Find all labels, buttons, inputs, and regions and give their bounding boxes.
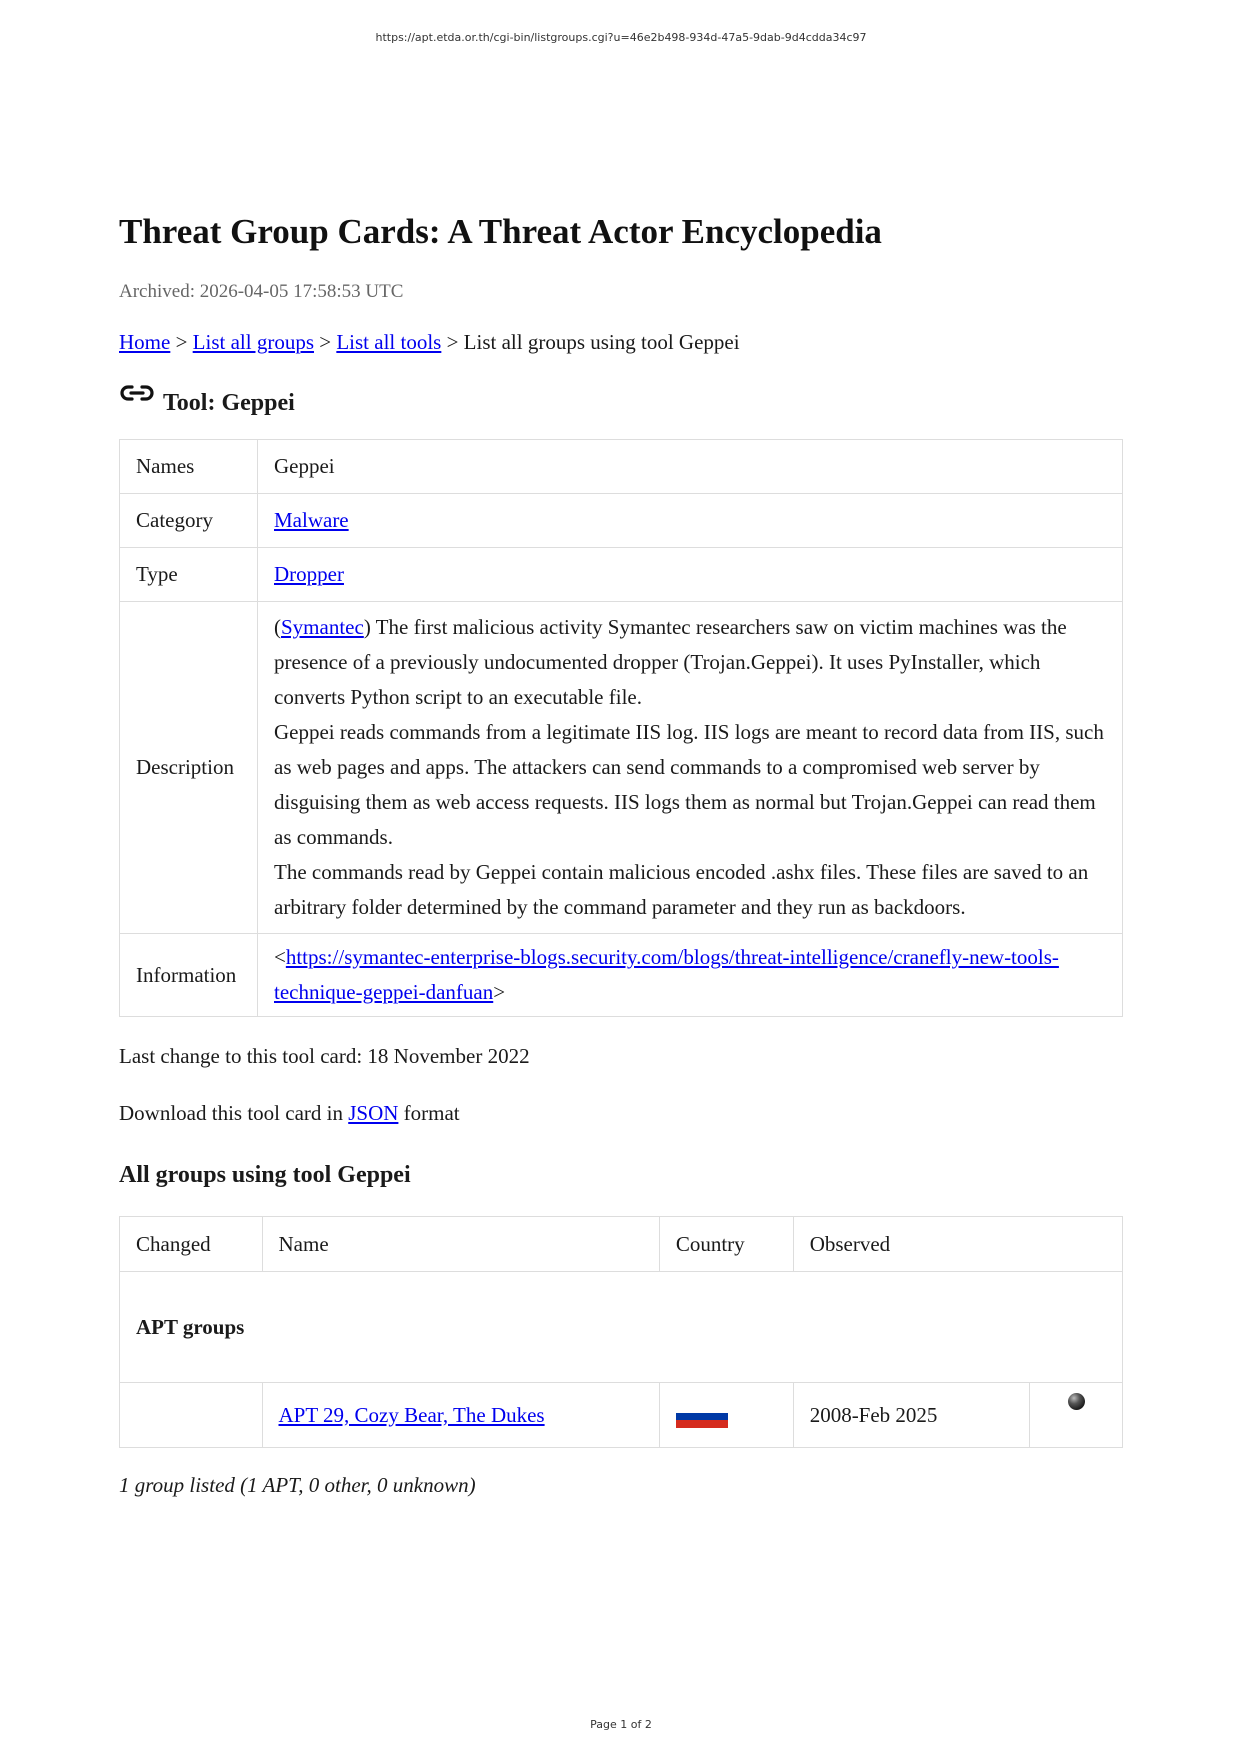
information-label: Information — [120, 934, 258, 1017]
apt-groups-label: APT groups — [120, 1272, 1123, 1383]
group-name-link[interactable]: APT 29, Cozy Bear, The Dukes — [278, 1402, 545, 1427]
names-value: Geppei — [258, 440, 1123, 494]
description-paragraph: Geppei reads commands from a legitimate IIS log. IIS logs are meant to record data from IIS, such as web pages and apps. The attackers can send commands to a compromised web server by disguising them as web access requests. IIS logs them as normal but Trojan.Geppei can read them as commands. — [274, 720, 1104, 849]
status-cell — [1030, 1383, 1123, 1448]
page-title: Threat Group Cards: A Threat Actor Encyclopedia — [119, 212, 882, 251]
table-row — [120, 1383, 1123, 1448]
breadcrumb-list-groups-link[interactable]: List all groups — [192, 330, 314, 354]
flag-stripe-white — [676, 1406, 728, 1413]
tool-card-row-information — [120, 934, 1123, 1017]
breadcrumb-separator: > — [170, 330, 193, 354]
names-label: Names — [120, 440, 258, 494]
black-ball-icon — [1068, 1393, 1085, 1410]
description-paragraph — [274, 610, 1106, 715]
type-label: Type — [120, 548, 258, 602]
angle-close: > — [493, 980, 506, 1004]
category-cell — [258, 494, 1123, 548]
groups-table — [119, 1216, 1123, 1448]
flag-stripe-blue — [676, 1413, 728, 1420]
breadcrumb-current: > List all groups using tool Geppei — [441, 330, 740, 354]
symantec-source-link[interactable]: Symantec — [281, 615, 364, 639]
column-header-country: Country — [659, 1217, 793, 1272]
breadcrumb — [119, 328, 1123, 356]
information-link[interactable] — [274, 945, 1059, 1004]
link-icon — [119, 382, 155, 406]
tool-card-row-type — [120, 548, 1123, 602]
description-cell — [258, 602, 1123, 934]
breadcrumb-list-tools-link[interactable]: List all tools — [336, 330, 442, 354]
flag-stripe-red — [676, 1420, 728, 1427]
information-link-part: technique-geppei-danfuan — [274, 980, 494, 1004]
group-name-cell — [262, 1383, 659, 1448]
last-change-text: Last change to this tool card: 18 November 2022 — [119, 1044, 530, 1068]
description-paragraph: The commands read by Geppei contain malicious encoded .ashx files. These files are saved to an arbitrary folder determined by the command parameter and they run as backdoors. — [274, 860, 1089, 919]
column-header-observed: Observed — [793, 1217, 1122, 1272]
tool-card-row-category — [120, 494, 1123, 548]
russia-flag-icon — [676, 1406, 728, 1428]
download-line — [119, 1098, 1123, 1128]
groups-heading: All groups using tool Geppei — [119, 1162, 411, 1188]
groups-summary: 1 group listed (1 APT, 0 other, 0 unknown) — [119, 1473, 476, 1497]
json-download-link[interactable]: JSON — [348, 1101, 399, 1125]
information-link-part: https://symantec-enterprise-blogs.security.com/blogs/threat-intelligence/cranefly-new-tools- — [285, 945, 1059, 969]
description-label: Description — [120, 602, 258, 934]
type-cell — [258, 548, 1123, 602]
tool-card-table — [119, 439, 1123, 1017]
type-link[interactable]: Dropper — [274, 562, 344, 586]
column-header-changed: Changed — [120, 1217, 263, 1272]
archived-timestamp: Archived: 2026-04-05 17:58:53 UTC — [119, 281, 404, 302]
breadcrumb-separator: > — [314, 330, 337, 354]
category-label: Category — [120, 494, 258, 548]
tool-heading-label: Tool: Geppei — [163, 390, 295, 416]
page-content — [119, 210, 1123, 1500]
description-text: ) The first malicious activity Symantec researchers saw on victim machines was the presence of a previously undocumented dropper (Trojan.Geppei). It uses PyInstaller, which converts Python script to an executable file. — [274, 615, 1067, 709]
angle-open: < — [274, 945, 286, 969]
tool-card-row-names — [120, 440, 1123, 494]
column-header-name: Name — [262, 1217, 659, 1272]
observed-cell: 2008-Feb 2025 — [793, 1383, 1029, 1448]
apt-groups-section-row — [120, 1272, 1123, 1383]
paren-open: ( — [274, 615, 281, 639]
download-prefix: Download this tool card in — [119, 1101, 349, 1125]
category-link[interactable]: Malware — [274, 508, 349, 532]
breadcrumb-home-link[interactable]: Home — [119, 330, 171, 354]
page-footer: Page 1 of 2 — [590, 1718, 652, 1731]
url-header: https://apt.etda.or.th/cgi-bin/listgroups.cgi?u=46e2b498-934d-47a5-9dab-9d4cdda34c97 — [375, 31, 867, 44]
download-suffix: format — [398, 1101, 460, 1125]
groups-table-header — [120, 1217, 1123, 1272]
information-cell — [258, 934, 1123, 1017]
tool-card-row-description — [120, 602, 1123, 934]
tool-heading — [119, 386, 1123, 417]
changed-cell — [120, 1383, 263, 1448]
country-cell — [659, 1383, 793, 1448]
